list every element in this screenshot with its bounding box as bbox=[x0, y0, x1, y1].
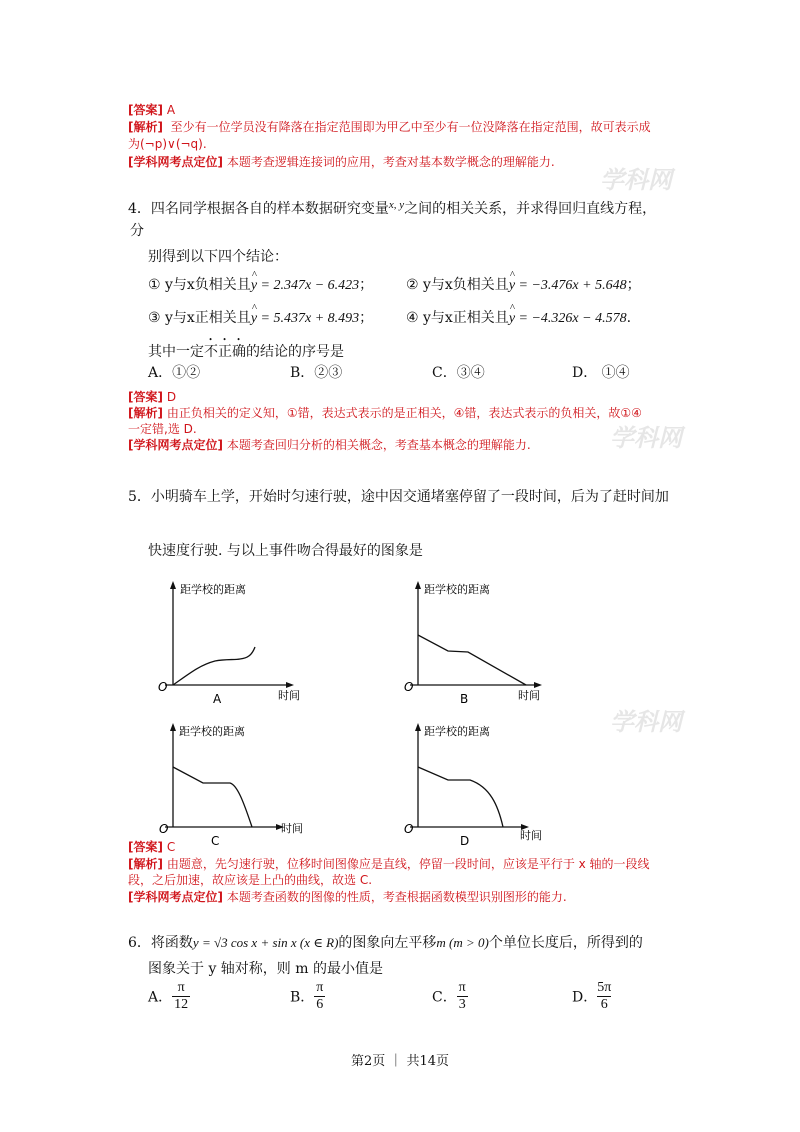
q4-number: 4． bbox=[128, 201, 151, 217]
page-footer: 第2页 ｜ 共14页 bbox=[350, 1054, 450, 1069]
q4-c3-eq: ^ y = 5.437x + 8.493 bbox=[251, 311, 359, 327]
q4-locate-text: 本题考查回归分析的相关概念，考查基本概念的理解能力. bbox=[226, 438, 531, 452]
q5-locate-text: 本题考查函数的图像的性质，考查根据函数模型识别图形的能力. bbox=[226, 890, 567, 904]
q6-func: y = √3 cos x + sin x (x ∈ R) bbox=[192, 935, 339, 950]
q5-analysis bbox=[128, 855, 650, 872]
q6-option-d bbox=[572, 980, 611, 1013]
q5-stem1: 小明骑车上学，开始时匀速行驶，途中因交通堵塞停留了一段时间，后为了赶时间加 bbox=[150, 489, 669, 505]
q5-graph-d-xlabel: 时间 bbox=[520, 829, 542, 842]
q5-answer-label: [答案] bbox=[128, 840, 163, 854]
q5-analysis-text1: 由题意，先匀速行驶，位移时间图像应是直线，停留一段时间，应该是平行于 x 轴的一段线 bbox=[166, 857, 650, 871]
q5-graph-d-label: D bbox=[460, 834, 470, 848]
q3-locate-text: 本题考查逻辑连接词的应用，考查对基本数学概念的理解能力. bbox=[226, 155, 555, 169]
q4-ask2: 的结论的序号是 bbox=[246, 344, 344, 360]
q5-graph-c-xlabel: 时间 bbox=[281, 822, 303, 835]
q4-analysis-text2: 一定错,选 D. bbox=[128, 422, 197, 436]
q6-stem-a: 将函数 bbox=[150, 935, 193, 951]
q6-stem bbox=[128, 932, 643, 952]
q4-stem2: 之间的相关关系，并求得回归直线方程， bbox=[404, 201, 657, 217]
q3-analysis-text2: 为(¬p)∨(¬q). bbox=[128, 137, 207, 151]
q4-conclusion-1 bbox=[148, 274, 373, 294]
q6-option-a bbox=[148, 980, 190, 1013]
q5-analysis-text2: 段，之后加速，故应该是上凸的曲线，故选 C. bbox=[128, 873, 373, 887]
q5-graph-b-label: B bbox=[460, 692, 469, 705]
q5-graph-a-ylabel: 距学校的距离 bbox=[180, 583, 246, 596]
q6-stem-c: 个单位长度后，所得到的 bbox=[488, 935, 643, 951]
q6-option-a-num: π bbox=[177, 980, 185, 995]
q5-locate bbox=[128, 888, 567, 905]
q4-option-c: C．③④ bbox=[432, 365, 485, 381]
q4-c2-eq: ^ y = −3.476x + 5.648 bbox=[509, 278, 627, 294]
q5-stem bbox=[128, 486, 669, 506]
q4-analysis bbox=[128, 404, 642, 421]
q6-option-d-num: 5π bbox=[597, 980, 612, 995]
q5-graph-d-ylabel: 距学校的距离 bbox=[424, 725, 490, 738]
q4-c1-sep: ； bbox=[359, 277, 374, 293]
q6-option-b-den: 6 bbox=[316, 997, 324, 1012]
q6-option-c-num: π bbox=[458, 980, 466, 995]
q3-answer-label: [答案] bbox=[128, 103, 163, 117]
q5-graph-b bbox=[398, 575, 558, 705]
q5-graph-c bbox=[155, 715, 315, 850]
q5-analysis-label: [解析] bbox=[128, 857, 163, 871]
q4-c4-end: . bbox=[626, 310, 632, 326]
q4-answer-label: [答案] bbox=[128, 390, 163, 404]
q4-c4-prefix: ④ y与x正相关且 bbox=[406, 310, 509, 326]
q4-ask-emph: 不正确 bbox=[204, 344, 246, 360]
q5-stem2: 快速度行驶. 与以上事件吻合得最好的图象是 bbox=[148, 543, 423, 559]
q3-analysis-label: [解析] bbox=[128, 120, 163, 134]
q4-analysis-label: [解析] bbox=[128, 406, 163, 420]
q5-graph-a-origin: O bbox=[158, 680, 168, 694]
q5-graph-c-ylabel: 距学校的距离 bbox=[179, 725, 245, 738]
q4-c1-eq: ^ y = 2.347x − 6.423 bbox=[251, 278, 359, 294]
q5-locate-label: [学科网考点定位] bbox=[128, 890, 223, 904]
q3-answer-value: A bbox=[166, 103, 176, 117]
q5-graph-a-label: A bbox=[213, 692, 222, 705]
q3-locate bbox=[128, 153, 555, 170]
watermark-3: 学科网 bbox=[610, 708, 682, 736]
q6-option-c-label: C． bbox=[432, 989, 457, 1006]
q5-graph-d bbox=[400, 715, 560, 850]
q4-conclusion-4 bbox=[406, 307, 631, 327]
q4-c4-eq: ^ y = −4.326x − 4.578 bbox=[509, 311, 627, 327]
q4-stem3: 分 bbox=[130, 223, 144, 239]
q5-graph-b-xlabel: 时间 bbox=[518, 689, 540, 702]
q5-number: 5． bbox=[128, 489, 151, 505]
q4-question bbox=[148, 336, 344, 361]
q4-locate-label: [学科网考点定位] bbox=[128, 438, 223, 452]
q6-option-b-num: π bbox=[316, 980, 324, 995]
q5-graph-a bbox=[140, 575, 300, 705]
q4-c2-sep: ； bbox=[626, 277, 641, 293]
watermark-2: 学科网 bbox=[610, 424, 682, 452]
q5-answer-value: C bbox=[166, 840, 176, 854]
q6-option-b-label: B． bbox=[290, 989, 315, 1006]
watermark-1: 学科网 bbox=[600, 166, 672, 194]
q6-shift: m (m > 0) bbox=[436, 935, 489, 950]
q6-option-c-den: 3 bbox=[458, 997, 466, 1012]
q6-number: 6． bbox=[128, 935, 151, 951]
q3-answer bbox=[128, 101, 175, 118]
q4-c2-prefix: ② y与x负相关且 bbox=[406, 277, 509, 293]
q5-answer bbox=[128, 838, 175, 855]
q5-graph-b-ylabel: 距学校的距离 bbox=[424, 583, 490, 596]
q6-option-a-den: 12 bbox=[174, 997, 189, 1012]
q4-vars: x, y bbox=[388, 199, 405, 211]
q6-stem-b: 的图象向左平移 bbox=[338, 935, 437, 951]
q4-stem4: 别得到以下四个结论： bbox=[148, 249, 288, 265]
q4-c3-prefix: ③ y与x正相关且 bbox=[148, 310, 251, 326]
q4-stem1: 四名同学根据各自的样本数据研究变量 bbox=[150, 201, 389, 217]
q4-analysis-text1: 由正负相关的定义知，①错，表达式表示的是正相关，④错，表达式表示的负相关，故①④ bbox=[166, 406, 642, 420]
q6-option-b bbox=[290, 980, 325, 1013]
q3-analysis-text1: 至少有一位学员没有降落在指定范围即为甲乙中至少有一位没降落在指定范围，故可表示成 bbox=[170, 120, 651, 134]
q6-option-a-label: A． bbox=[148, 989, 173, 1006]
q4-option-d: D． ①④ bbox=[572, 365, 630, 381]
q5-graph-b-origin: O bbox=[404, 680, 414, 694]
q4-stem bbox=[128, 198, 656, 218]
q6-option-d-den: 6 bbox=[597, 996, 611, 1013]
q5-graph-d-origin: O bbox=[404, 822, 414, 836]
q4-answer-value: D bbox=[166, 390, 177, 404]
q4-ask1: 其中一定 bbox=[148, 344, 204, 360]
q6-stem2: 图象关于 y 轴对称，则 m 的最小值是 bbox=[148, 961, 383, 977]
q6-option-d-label: D． bbox=[572, 989, 598, 1006]
q3-analysis bbox=[128, 118, 651, 135]
q4-conclusion-3 bbox=[148, 307, 373, 327]
q5-graph-a-xlabel: 时间 bbox=[278, 689, 300, 702]
q4-locate bbox=[128, 436, 531, 453]
q5-graph-c-label: C bbox=[211, 834, 220, 848]
q4-c3-sep: ； bbox=[359, 310, 374, 326]
q4-answer bbox=[128, 388, 176, 405]
q4-option-a: A．①② bbox=[148, 365, 201, 381]
q4-c1-prefix: ① y与x负相关且 bbox=[148, 277, 251, 293]
q4-conclusion-2 bbox=[406, 274, 641, 294]
q4-option-b: B．②③ bbox=[290, 365, 343, 381]
q6-option-c bbox=[432, 980, 468, 1013]
q5-graph-c-origin: O bbox=[159, 822, 169, 836]
q3-locate-label: [学科网考点定位] bbox=[128, 155, 223, 169]
